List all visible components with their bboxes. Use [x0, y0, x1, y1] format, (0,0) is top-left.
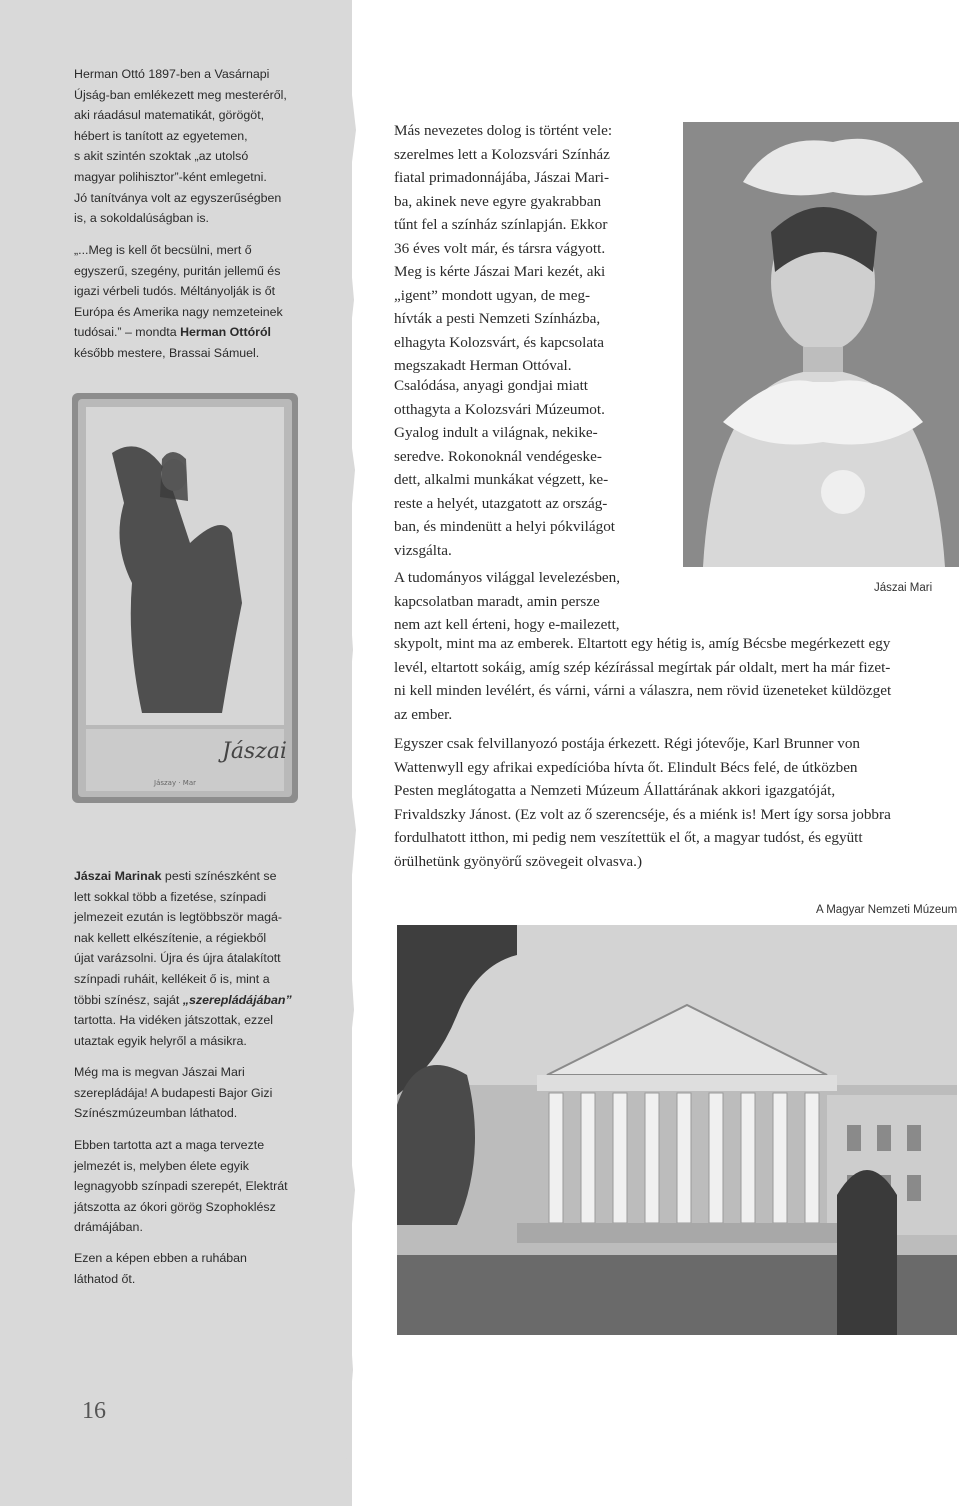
sidebar-paragraph-4: Ezen a képen ebben a ruhában láthatod őt. — [74, 1251, 247, 1286]
main-paragraph-3-wide: skypolt, mint ma az emberek. Eltartott egy hétig is, amíg Bécsbe megérkezett egy levél, eltartott sokáig, amíg szép kézírással megírtak pár oldalt, mert ha már fizet- ni kell minden levélért, és várni, várni a válaszra, nem rövid üzeneteket küldözget az ember. — [394, 635, 892, 723]
photo-studio-mark: Jászay · Mar — [154, 779, 196, 787]
jaszai-mari-portrait — [683, 122, 959, 567]
main-paragraph-3-narrow: A tudományos világgal levelezésben, kapcsolatban maradt, amin persze nem azt kell érteni, hogy e-mailezett, — [394, 569, 621, 633]
main-paragraph-2: Csalódása, anyagi gondjai miatt otthagyta a Kolozsvári Múzeumot. Gyalog indult a világnak, nekike- seredve. Rokonoknál vendégeske- dett, alkalmi munkákat végzett, ke- reste a helyét, utazgatott az ország- ban, és mindenütt a helyi pókvilágot vizsgálta. — [394, 377, 616, 559]
sidebar-paragraph-2: Még ma is megvan Jászai Mari szerepládája! A budapesti Bajor Gizi Színészmúzeumban láthatod. — [74, 1065, 273, 1121]
sidebar-paragraph-3: Ebben tartotta azt a maga tervezte jelmezét is, melyben élete egyik legnagyobb színpadi szerepét, Elektrát játszotta az ókori görög Szophoklész drámájában. — [74, 1138, 288, 1235]
sidebar-quote-intro: Herman Ottó 1897-ben a Vasárnapi Újság-ban emlékezett meg mesteréről, aki ráadásul matematikát, görögöt, hébert is tanított az egyetemen, s akit szintén szoktak „az utolsó magyar polihisztor”-ként emlegetni. Jó tanítványa volt az egyszerűségben is, a sokoldalúságban is. — [74, 67, 287, 226]
photo-signature: Jászai — [222, 739, 287, 764]
national-museum-photo — [397, 925, 957, 1335]
quote-attrib-suffix: később mestere, Brassai Sámuel. — [74, 345, 260, 360]
sidebar-quote — [74, 240, 314, 364]
para1-text-a: pesti színészként se lett sokkal több a fizetése, színpadi jelmezeit ezután is legtöbbször magá- nak kellett elkészítenie, a régiekből újat varázsolni. Újra és újra átalakított színpadi ruháit, kellékeit ő is, mint a többi színész, saját — [74, 869, 282, 1007]
quote-body: „...Meg is kell őt becsülni, mert ő egyszerű, szegény, puritán jellemű és igazi vérbeli tudós. Méltányolják is őt Európa és Amerika nagy nemzeteinek tudósai.” — [74, 243, 283, 340]
para1-text-b: tartotta. Ha vidéken játszottak, ezzel utaztak egyik helyről a másikra. — [74, 1013, 274, 1048]
quote-attrib-name: Herman Ottóról — [180, 325, 271, 340]
para1-bold: Jászai Marinak — [74, 869, 162, 883]
main-paragraph-1: Más nevezetes dolog is történt vele: szerelmes lett a Kolozsvári Színház fiatal primadonnájába, Jászai Mari- ba, akinek neve egyre gyakrabban tűnt fel a színház színlapján. Ekkor 36 éves volt már, és társra vágyott. Meg is kérte Jászai Mari kezét, aki „igent” mondott ugyan, de meg- hívták a pesti Nemzeti Színházba, elhagyta Kolozsvárt, és kapcsolata megszakadt Herman Ottóval. — [394, 122, 613, 374]
vintage-actress-photo — [72, 393, 298, 803]
torn-paper-edge — [330, 0, 370, 1506]
main-paragraph-4: Egyszer csak felvillanyozó postája érkezett. Régi jótevője, Karl Brunner von Wattenwyll egy afrikai expedícióba hívta őt. Elindult Bécs felé, de útközben Pesten meglátogatta a Nemzeti Múzeum Állattárának akkori igazgatóját, Frivaldszky Jánost. (Ez volt az ő szerencséje, és a miénk is! Mert így sorsa jobbra fordulhatott itthon, mi pedig nem veszítettük el őt, a magyar tudóst, és együtt örülhetünk gyönyörű szövegeit olvasva.) — [394, 735, 891, 870]
sidebar-paragraph-1 — [74, 866, 314, 1051]
para1-italic: „szerepládájában” — [182, 992, 292, 1007]
quote-attrib-prefix: – mondta — [121, 325, 181, 340]
page-number: 16 — [82, 1398, 106, 1424]
museum-caption: A Magyar Nemzeti Múzeum — [816, 904, 958, 916]
portrait-caption: Jászai Mari — [874, 582, 933, 594]
